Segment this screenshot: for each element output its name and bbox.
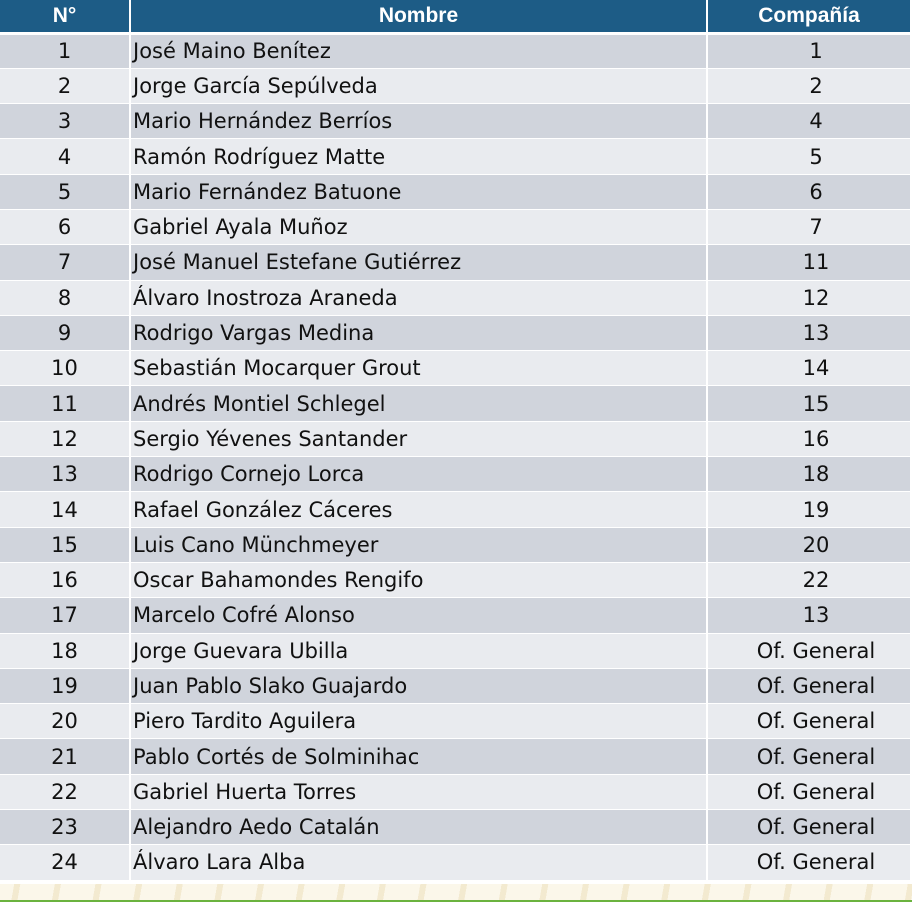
cell-num: 9 xyxy=(0,315,130,350)
cell-company: Of. General xyxy=(707,774,910,809)
cell-name: Sebastián Mocarquer Grout xyxy=(130,351,707,386)
cell-name: Pablo Cortés de Solminihac xyxy=(130,739,707,774)
table-row xyxy=(0,492,910,527)
table-row xyxy=(0,351,910,386)
table-body xyxy=(0,33,910,880)
cell-num: 18 xyxy=(0,633,130,668)
cell-num: 1 xyxy=(0,33,130,68)
cell-name: Álvaro Inostroza Araneda xyxy=(130,280,707,315)
cell-company: 2 xyxy=(707,68,910,103)
cell-num: 19 xyxy=(0,668,130,703)
table-row xyxy=(0,68,910,103)
table-header-row xyxy=(0,0,910,33)
footer-green-line xyxy=(0,900,912,902)
table-row xyxy=(0,598,910,633)
table-row xyxy=(0,104,910,139)
cell-name: Andrés Montiel Schlegel xyxy=(130,386,707,421)
cell-company: 15 xyxy=(707,386,910,421)
cell-name: Mario Hernández Berríos xyxy=(130,104,707,139)
cell-num: 4 xyxy=(0,139,130,174)
table-row xyxy=(0,386,910,421)
cell-company: 13 xyxy=(707,598,910,633)
cell-name: Mario Fernández Batuone xyxy=(130,174,707,209)
cell-company: 13 xyxy=(707,315,910,350)
cell-num: 11 xyxy=(0,386,130,421)
cell-company: Of. General xyxy=(707,845,910,880)
cell-company: 19 xyxy=(707,492,910,527)
table-row xyxy=(0,315,910,350)
cell-name: Luis Cano Münchmeyer xyxy=(130,527,707,562)
cell-num: 7 xyxy=(0,245,130,280)
cell-name: Álvaro Lara Alba xyxy=(130,845,707,880)
table-row xyxy=(0,209,910,244)
cell-name: Alejandro Aedo Catalán xyxy=(130,810,707,845)
cell-num: 14 xyxy=(0,492,130,527)
cell-company: Of. General xyxy=(707,633,910,668)
cell-company: Of. General xyxy=(707,668,910,703)
header-name: Nombre xyxy=(130,0,707,33)
cell-company: 14 xyxy=(707,351,910,386)
table-row xyxy=(0,704,910,739)
header-company: Compañía xyxy=(707,0,910,33)
cell-company: 22 xyxy=(707,562,910,597)
cell-name: Juan Pablo Slako Guajardo xyxy=(130,668,707,703)
cell-num: 21 xyxy=(0,739,130,774)
cell-company: Of. General xyxy=(707,810,910,845)
table-row xyxy=(0,562,910,597)
cell-name: José Manuel Estefane Gutiérrez xyxy=(130,245,707,280)
cell-company: 11 xyxy=(707,245,910,280)
cell-num: 13 xyxy=(0,457,130,492)
cell-name: Marcelo Cofré Alonso xyxy=(130,598,707,633)
cell-num: 5 xyxy=(0,174,130,209)
header-num: N° xyxy=(0,0,130,33)
cell-num: 23 xyxy=(0,810,130,845)
cell-num: 10 xyxy=(0,351,130,386)
cell-num: 12 xyxy=(0,421,130,456)
table-row xyxy=(0,774,910,809)
cell-name: Rodrigo Cornejo Lorca xyxy=(130,457,707,492)
table-row xyxy=(0,280,910,315)
cell-num: 3 xyxy=(0,104,130,139)
cell-num: 17 xyxy=(0,598,130,633)
table-row xyxy=(0,668,910,703)
cell-num: 20 xyxy=(0,704,130,739)
cell-company: 18 xyxy=(707,457,910,492)
table-row xyxy=(0,739,910,774)
table-row xyxy=(0,33,910,68)
cell-company: 1 xyxy=(707,33,910,68)
cell-name: Sergio Yévenes Santander xyxy=(130,421,707,456)
cell-company: Of. General xyxy=(707,704,910,739)
cell-company: 16 xyxy=(707,421,910,456)
table-row xyxy=(0,139,910,174)
cell-name: Gabriel Ayala Muñoz xyxy=(130,209,707,244)
cell-name: Oscar Bahamondes Rengifo xyxy=(130,562,707,597)
cell-name: Jorge García Sepúlveda xyxy=(130,68,707,103)
cell-company: 5 xyxy=(707,139,910,174)
cell-name: José Maino Benítez xyxy=(130,33,707,68)
cell-num: 8 xyxy=(0,280,130,315)
cell-name: Piero Tardito Aguilera xyxy=(130,704,707,739)
cell-num: 16 xyxy=(0,562,130,597)
cell-company: Of. General xyxy=(707,739,910,774)
table-row xyxy=(0,457,910,492)
cell-num: 2 xyxy=(0,68,130,103)
table-row xyxy=(0,633,910,668)
cell-num: 22 xyxy=(0,774,130,809)
cell-company: 20 xyxy=(707,527,910,562)
table-row xyxy=(0,421,910,456)
cell-name: Rodrigo Vargas Medina xyxy=(130,315,707,350)
cell-name: Jorge Guevara Ubilla xyxy=(130,633,707,668)
cell-name: Ramón Rodríguez Matte xyxy=(130,139,707,174)
cell-company: 7 xyxy=(707,209,910,244)
table-row xyxy=(0,527,910,562)
cell-num: 6 xyxy=(0,209,130,244)
table-row xyxy=(0,174,910,209)
cell-num: 24 xyxy=(0,845,130,880)
cell-num: 15 xyxy=(0,527,130,562)
cell-company: 4 xyxy=(707,104,910,139)
table-row xyxy=(0,845,910,880)
cell-name: Gabriel Huerta Torres xyxy=(130,774,707,809)
table-row xyxy=(0,245,910,280)
table-row xyxy=(0,810,910,845)
footer-decorative-strip xyxy=(0,884,912,900)
cell-name: Rafael González Cáceres xyxy=(130,492,707,527)
cell-company: 6 xyxy=(707,174,910,209)
cell-company: 12 xyxy=(707,280,910,315)
